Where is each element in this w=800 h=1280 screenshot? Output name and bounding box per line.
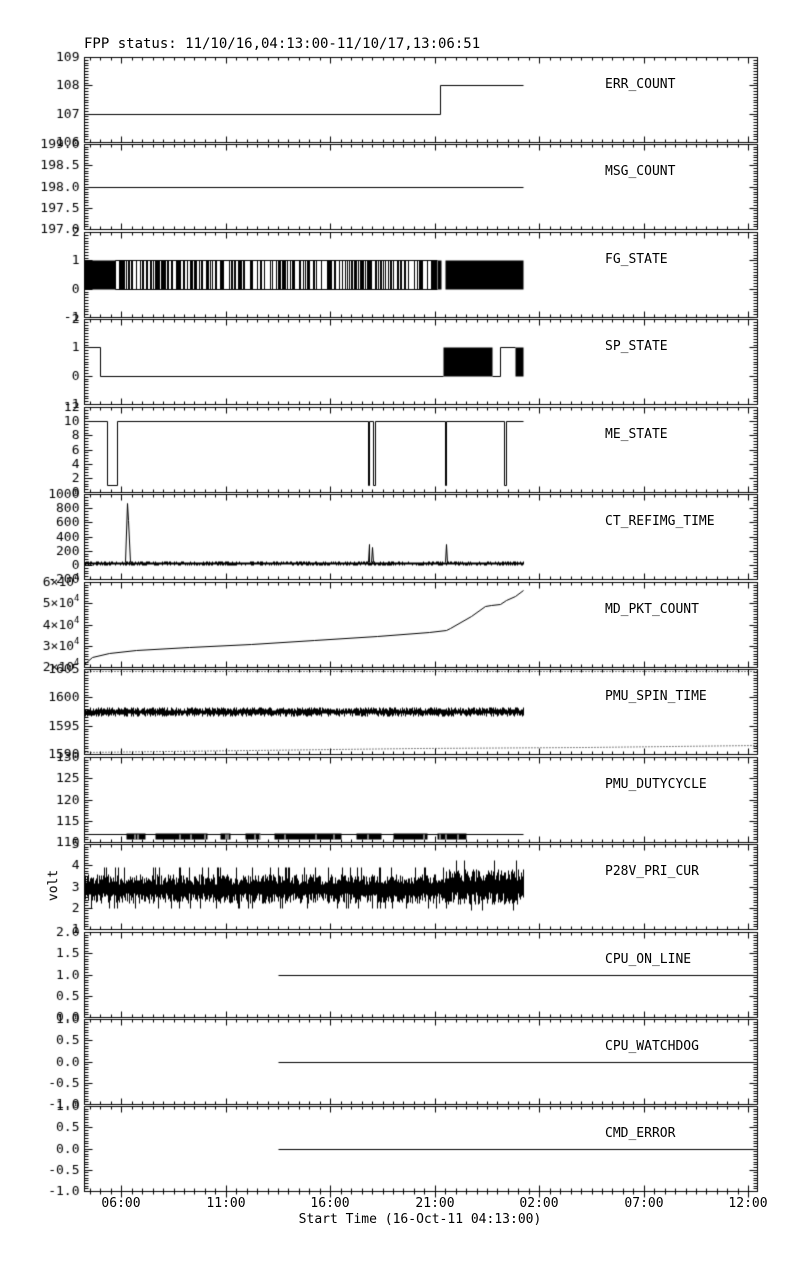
- panel-label-pmu-spin-time: PMU_SPIN_TIME: [605, 689, 707, 704]
- x-tick-label: 11:00: [206, 1196, 246, 1211]
- panel-label-ct-refimg-time: CT_REFIMG_TIME: [605, 514, 715, 529]
- panel-label-sp-state: SP_STATE: [605, 339, 668, 354]
- panel-label-pmu-dutycycle: PMU_DUTYCYCLE: [605, 777, 707, 792]
- x-tick-label: 06:00: [101, 1196, 141, 1211]
- panel-label-cmd-error: CMD_ERROR: [605, 1126, 676, 1141]
- x-tick-label: 21:00: [415, 1196, 455, 1211]
- panel-label-fg-state: FG_STATE: [605, 252, 668, 267]
- x-tick-label: 12:00: [728, 1196, 768, 1211]
- panel-label-err-count: ERR_COUNT: [605, 77, 676, 92]
- x-tick-label: 07:00: [624, 1196, 664, 1211]
- panel-label-me-state: ME_STATE: [605, 427, 668, 442]
- panel-label-md-pkt-count: MD_PKT_COUNT: [605, 602, 699, 617]
- x-tick-label: 02:00: [519, 1196, 559, 1211]
- x-axis-title: Start Time (16-Oct-11 04:13:00): [298, 1212, 542, 1227]
- y-axis-label-volt: volt: [46, 869, 62, 902]
- plot-title: FPP status: 11/10/16,04:13:00-11/10/17,13:06:51: [84, 36, 481, 52]
- panel-label-p28v-pri-cur: P28V_PRI_CUR: [605, 864, 699, 879]
- panel-label-cpu-watchdog: CPU_WATCHDOG: [605, 1039, 699, 1054]
- x-tick-label: 16:00: [310, 1196, 350, 1211]
- panel-label-cpu-on-line: CPU_ON_LINE: [605, 952, 692, 967]
- panel-label-msg-count: MSG_COUNT: [605, 164, 676, 179]
